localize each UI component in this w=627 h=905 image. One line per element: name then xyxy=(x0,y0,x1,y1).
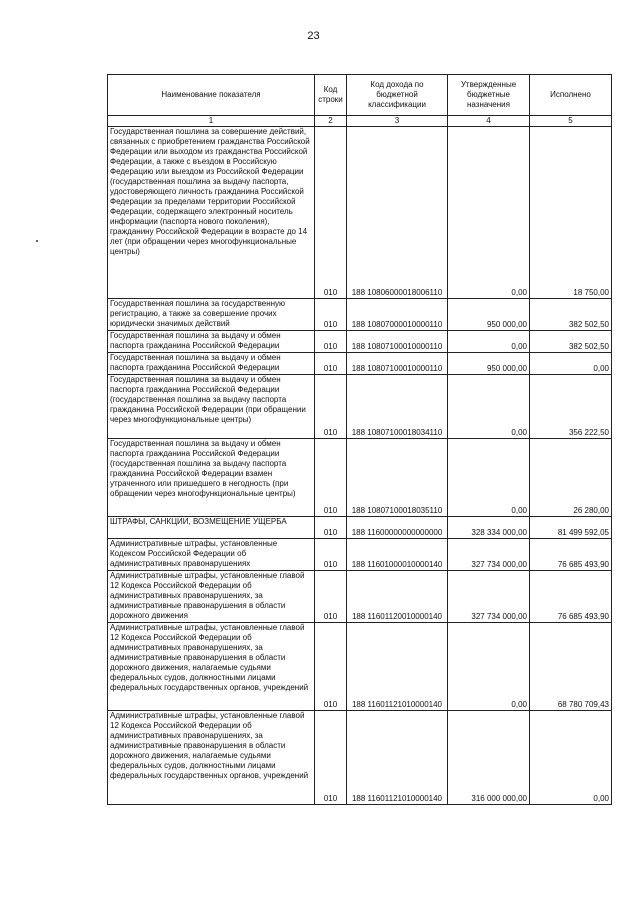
row-code: 010 xyxy=(315,353,347,375)
row-name: Государственная пошлина за выдачу и обмен паспорта гражданина Российской Федерации (государственная пошлина за выдачу паспорта гражданина Российской Федерации (при обращении через многофункциональные центры) xyxy=(108,375,315,439)
table-row xyxy=(108,517,612,539)
row-name: ШТРАФЫ, САНКЦИИ, ВОЗМЕЩЕНИЕ УЩЕРБА xyxy=(108,517,315,539)
row-name: Административные штрафы, установленные главой 12 Кодекса Российской Федерации об административных правонарушениях, за административные правонарушения в области дорожного движения, налагаемые судьями федеральных судов, должностными лицами федеральных государственных органов, учреждений xyxy=(108,711,315,805)
row-name: Государственная пошлина за выдачу и обмен паспорта гражданина Российской Федерации (государственная пошлина за выдачу паспорта гражданина Российской Федерации взамен утраченного или пришедшего в негодность (при обращении через многофункциональные центры) xyxy=(108,439,315,517)
row-executed: 68 780 709,43 xyxy=(530,623,612,711)
row-executed: 81 499 592,05 xyxy=(530,517,612,539)
column-number-row xyxy=(108,116,612,127)
header-approved: Утвержденные бюджетные назначения xyxy=(448,75,530,116)
row-kbk: 188 11600000000000000 xyxy=(347,517,448,539)
row-kbk: 188 10807100010000110 xyxy=(347,353,448,375)
row-executed: 382 502,50 xyxy=(530,331,612,353)
row-code: 010 xyxy=(315,299,347,331)
row-kbk: 188 10807100010000110 xyxy=(347,331,448,353)
row-executed: 356 222,50 xyxy=(530,375,612,439)
row-approved: 327 734 000,00 xyxy=(448,539,530,571)
page-number: 23 xyxy=(307,30,320,42)
header-kbk: Код дохода по бюджетной классификации xyxy=(347,75,448,116)
row-approved: 0,00 xyxy=(448,331,530,353)
column-number: 5 xyxy=(530,116,612,127)
row-kbk: 188 10807100018034110 xyxy=(347,375,448,439)
table-row xyxy=(108,331,612,353)
row-executed: 26 280,00 xyxy=(530,439,612,517)
table-row xyxy=(108,375,612,439)
row-code: 010 xyxy=(315,517,347,539)
row-kbk: 188 10807000010000110 xyxy=(347,299,448,331)
row-name: Государственная пошлина за выдачу и обмен паспорта гражданина Российской Федерации xyxy=(108,353,315,375)
table-row xyxy=(108,353,612,375)
row-executed: 0,00 xyxy=(530,353,612,375)
row-kbk: 188 10807100018035110 xyxy=(347,439,448,517)
table-row xyxy=(108,623,612,711)
row-approved: 327 734 000,00 xyxy=(448,571,530,623)
header-row xyxy=(108,75,612,116)
header-executed: Исполнено xyxy=(530,75,612,116)
row-name: Государственная пошлина за совершение действий, связанных с приобретением гражданства Российской Федерации или выходом из гражданства Российской Федерации, а также с въездом в Российскую Федерацию или выездом из Российской Федерации (государственная пошлина за выдачу паспорта, удостоверяющего личность гражданина Российской Федерации за пределами территории Российской Федерации, содержащего электронный носитель информации (паспорта нового поколения), гражданину Российской Федерации в возрасте до 14 лет (при обращении через многофункциональные центры) xyxy=(108,127,315,299)
table-row xyxy=(108,439,612,517)
column-number: 4 xyxy=(448,116,530,127)
budget-execution-table xyxy=(107,74,612,805)
row-code: 010 xyxy=(315,539,347,571)
row-code: 010 xyxy=(315,127,347,299)
row-code: 010 xyxy=(315,375,347,439)
row-kbk: 188 10806000018006110 xyxy=(347,127,448,299)
row-code: 010 xyxy=(315,711,347,805)
row-approved: 0,00 xyxy=(448,439,530,517)
row-code: 010 xyxy=(315,439,347,517)
table-row xyxy=(108,571,612,623)
row-approved: 950 000,00 xyxy=(448,299,530,331)
header-code: Код строки xyxy=(315,75,347,116)
row-code: 010 xyxy=(315,571,347,623)
row-name: Государственная пошлина за государственную регистрацию, а также за совершение прочих юридически значимых действий xyxy=(108,299,315,331)
row-executed: 76 685 493,90 xyxy=(530,571,612,623)
row-kbk: 188 11601121010000140 xyxy=(347,623,448,711)
row-executed: 382 502,50 xyxy=(530,299,612,331)
column-number: 3 xyxy=(347,116,448,127)
row-code: 010 xyxy=(315,623,347,711)
row-approved: 0,00 xyxy=(448,127,530,299)
table-row xyxy=(108,711,612,805)
column-number: 2 xyxy=(315,116,347,127)
row-approved: 316 000 000,00 xyxy=(448,711,530,805)
row-name: Административные штрафы, установленные главой 12 Кодекса Российской Федерации об административных правонарушениях, за административные правонарушения в области дорожного движения, налагаемые судьями федеральных судов, должностными лицами федеральных государственных органов, учреждений xyxy=(108,623,315,711)
table-row xyxy=(108,299,612,331)
row-approved: 950 000,00 xyxy=(448,353,530,375)
table-row xyxy=(108,127,612,299)
row-name: Административные штрафы, установленные главой 12 Кодекса Российской Федерации об административных правонарушениях, за административные правонарушения в области дорожного движения xyxy=(108,571,315,623)
row-kbk: 188 11601121010000140 xyxy=(347,711,448,805)
row-name: Государственная пошлина за выдачу и обмен паспорта гражданина Российской Федерации xyxy=(108,331,315,353)
row-executed: 76 685 493,90 xyxy=(530,539,612,571)
column-number: 1 xyxy=(108,116,315,127)
row-approved: 328 334 000,00 xyxy=(448,517,530,539)
row-executed: 0,00 xyxy=(530,711,612,805)
scan-speck xyxy=(36,240,38,242)
row-kbk: 188 11601000010000140 xyxy=(347,539,448,571)
row-kbk: 188 11601120010000140 xyxy=(347,571,448,623)
table-row xyxy=(108,539,612,571)
row-executed: 18 750,00 xyxy=(530,127,612,299)
header-name: Наименование показателя xyxy=(108,75,315,116)
row-code: 010 xyxy=(315,331,347,353)
row-approved: 0,00 xyxy=(448,375,530,439)
row-name: Административные штрафы, установленные Кодексом Российской Федерации об административных правонарушениях xyxy=(108,539,315,571)
row-approved: 0,00 xyxy=(448,623,530,711)
